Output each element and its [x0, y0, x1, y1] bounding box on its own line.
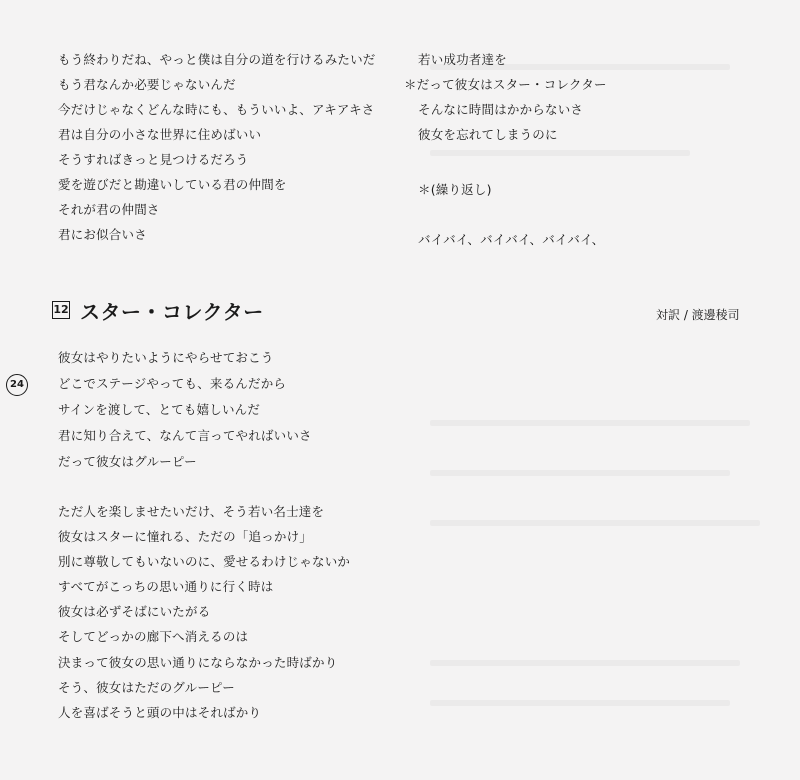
translation-credit: 対訳 / 渡邊稜司: [656, 308, 740, 322]
song-title: スター・コレクター: [80, 299, 264, 324]
show-through-mark: [430, 420, 750, 426]
lyric-line: もう君なんか必要じゃないんだ: [58, 77, 236, 92]
show-through-mark: [430, 700, 730, 706]
lyric-line: サインを渡して、とても嬉しいんだ: [58, 402, 261, 417]
lyric-line: ただ人を楽しませたいだけ、そう若い名士達を: [58, 504, 325, 519]
show-through-mark: [430, 660, 740, 666]
lyric-line: だって彼女はグルーピー: [58, 454, 197, 469]
show-through-mark: [430, 150, 690, 156]
outro-line: バイバイ、バイバイ、バイバイ、: [418, 232, 605, 247]
chorus-line: ＊だって彼女はスター・コレクター: [404, 77, 607, 92]
lyric-line: 彼女はやりたいようにやらせておこう: [58, 350, 274, 365]
lyric-line: 君にお似合いさ: [58, 227, 147, 242]
lyric-line: 彼女を忘れてしまうのに: [418, 127, 558, 142]
page-number-badge: 24: [6, 374, 28, 396]
lyric-line: そう、彼女はただのグルーピー: [58, 680, 235, 695]
lyric-line: 今だけじゃなくどんな時にも、もういいよ、アキアキさ: [58, 102, 375, 117]
lyric-line: 別に尊敬してもいないのに、愛せるわけじゃないか: [58, 554, 351, 569]
lyric-line: 君に知り合えて、なんて言ってやればいいさ: [58, 428, 312, 443]
lyric-line: もう終わりだね、やっと僕は自分の道を行けるみたいだ: [58, 52, 376, 67]
lyric-line: すべてがこっちの思い通りに行く時は: [58, 579, 274, 594]
lyric-line: 彼女はスターに憧れる、ただの「追っかけ」: [58, 529, 313, 544]
lyric-line: それが君の仲間さ: [58, 202, 160, 217]
lyric-line: 若い成功者達を: [418, 52, 507, 67]
lyric-line: 君は自分の小さな世界に住めばいい: [58, 127, 262, 142]
song-title-block: [52, 296, 264, 324]
lyric-line: 愛を遊びだと勘違いしている君の仲間を: [58, 177, 287, 192]
show-through-mark: [430, 520, 760, 526]
lyric-line: そんなに時間はかからないさ: [418, 102, 584, 117]
lyric-line: 人を喜ばそうと頭の中はそればかり: [58, 705, 262, 720]
lyric-line: どこでステージやっても、来るんだから: [58, 376, 287, 391]
lyric-line: そしてどっかの廊下へ消えるのは: [58, 629, 249, 644]
track-number-badge: 12: [52, 301, 70, 319]
lyric-line: 決まって彼女の思い通りにならなかった時ばかり: [58, 655, 338, 670]
show-through-mark: [430, 470, 730, 476]
lyric-line: 彼女は必ずそばにいたがる: [58, 604, 211, 619]
repeat-note: ＊(繰り返し): [418, 182, 492, 197]
lyric-line: そうすればきっと見つけるだろう: [58, 152, 249, 167]
